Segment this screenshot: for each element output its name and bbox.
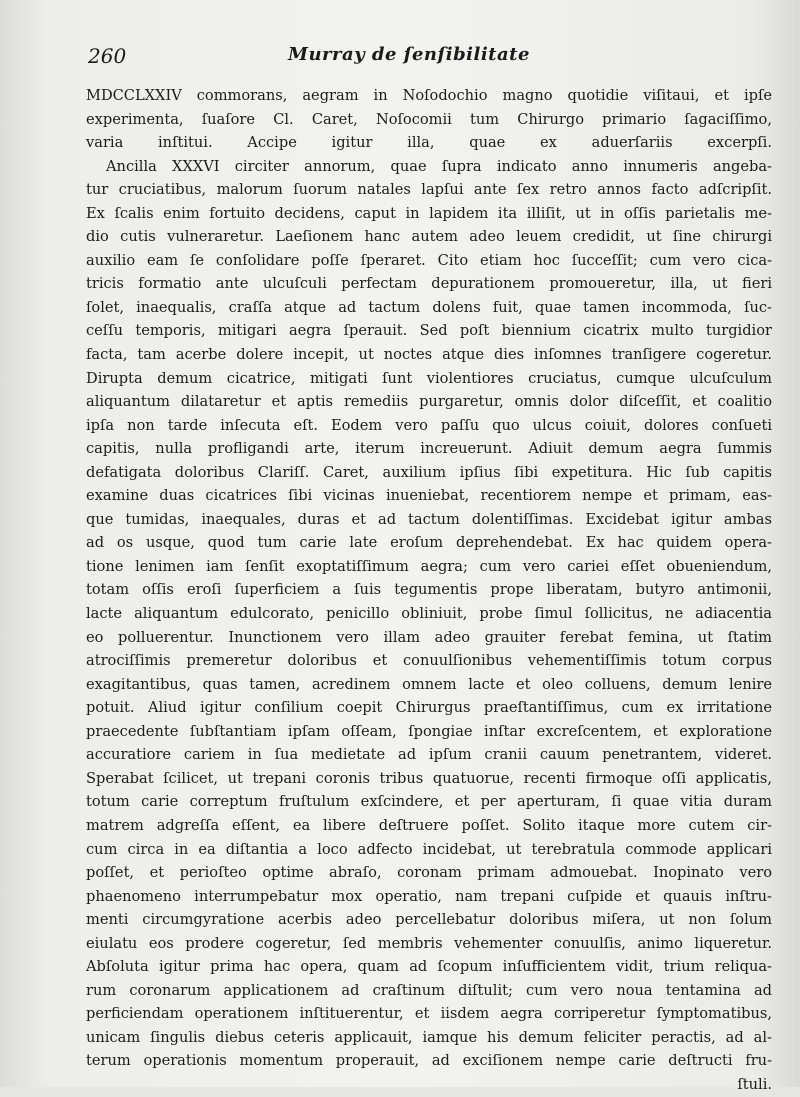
- text-line: tur cruciatibus, malorum ſuorum natales lapſui ante ſex retro annos facto adſcripſit.: [86, 181, 772, 199]
- text-line: varia inſtitui. Accipe igitur illa, quae ex aduerſariis excerpſi.: [86, 134, 772, 152]
- text-line: Dirupta demum cicatrice, mitigati ſunt violentiores cruciatus, cumque ulcuſculum: [86, 369, 772, 387]
- text-line: cum circa in ea diſtantia a loco adfecto incidebat, ut terebratula commode applicari: [86, 840, 772, 858]
- text-line: MDCCLXXIV commorans, aegram in Noſodochio magno quotidie viſitaui, et ipſe: [86, 87, 772, 104]
- text-line: perficiendam operationem inſtituerentur, et iisdem aegra corriperetur ſymptomatibus,: [86, 1005, 772, 1023]
- text-line: totam oſſis eroſi ſuperficiem a ſuis tegumentis prope liberatam, butyro antimonii,: [86, 581, 772, 599]
- text-line: accuratiore cariem in ſua medietate ad ipſum cranii cauum penetrantem, videret.: [86, 746, 772, 764]
- text-line: ceſſu temporis, mitigari aegra ſperauit. Sed poſt biennium cicatrix multo turgidior: [86, 322, 772, 340]
- text-line: potuit. Aliud igitur conſilium coepit Chirurgus praeſtantiſſimus, cum ex irritatione: [86, 699, 772, 717]
- body-text: [86, 84, 772, 1097]
- text-line: ad os usque, quod tum carie late eroſum deprehendebat. Ex hac quidem opera-: [86, 534, 772, 552]
- text-line: atrociſſimis premeretur doloribus et conuulſionibus vehementiſſimis totum corpus: [86, 652, 772, 670]
- text-line: auxilio eam ſe conſolidare poſſe ſperaret. Cito etiam hoc ſucceſſit; cum vero cica-: [86, 251, 772, 269]
- text-line: experimenta, ſuaſore Cl. Caret, Noſocomii tum Chirurgo primario ſagaciſſimo,: [86, 110, 772, 128]
- text-line: praecedente ſubſtantiam ipſam oſſeam, ſpongiae inſtar excreſcentem, et exploratione: [86, 722, 772, 740]
- text-line: ſtuli.: [737, 1075, 772, 1093]
- text-line: eo polluerentur. Inunctionem vero illam adeo grauiter ferebat femina, ut ſtatim: [86, 628, 772, 646]
- text-line: aliquantum dilataretur et aptis remediis purgaretur, omnis dolor diſceſſit, et coalitio: [86, 393, 772, 411]
- text-line: Abſoluta igitur prima hac opera, quam ad ſcopum inſufficientem vidit, trium reliqua-: [86, 958, 772, 976]
- text-line: dio cutis vulneraretur. Laeſionem hanc autem adeo leuem credidit, ut ſine chirurgi: [86, 228, 772, 246]
- text-line: rum coronarum applicationem ad craſtinum diſtulit; cum vero noua tentamina ad: [86, 981, 772, 999]
- text-line: tione lenimen iam ſenſit exoptatiſſimum aegra; cum vero cariei eſſet obueniendum,: [86, 557, 772, 575]
- running-title: Murray de ſenſibilitate: [288, 44, 530, 65]
- text-line: que tumidas, inaequales, duras et ad tactum dolentiſſimas. Excidebat igitur ambas: [86, 510, 772, 528]
- text-line: facta, tam acerbe dolere incepit, ut noctes atque dies inſomnes tranſigere cogeretur.: [86, 346, 772, 364]
- text-line: phaenomeno interrumpebatur mox operatio, nam trepani cuſpide et quauis inſtru-: [86, 887, 772, 905]
- text-line: Ancilla XXXVI circiter annorum, quae ſupra indicato anno innumeris angeba-: [106, 157, 772, 175]
- text-line: tricis formatio ante ulcuſculi perfectam depurationem promoueretur, illa, ut fieri: [86, 275, 772, 293]
- text-line: capitis, nulla profligandi arte, iterum increuerunt. Adiuit demum aegra ſummis: [86, 440, 772, 458]
- page-number: 260: [88, 44, 127, 68]
- text-line: lacte aliquantum edulcorato, penicillo obliniuit, probe ſimul ſollicitus, ne adiacentia: [86, 605, 772, 623]
- text-line: ſolet, inaequalis, craſſa atque ad tactum dolens fuit, quae tamen incommoda, ſuc-: [86, 298, 772, 316]
- text-line: ipſa non tarde inſecuta eſt. Eodem vero paſſu quo ulcus coiuit, dolores conſueti: [86, 416, 772, 434]
- text-line: unicam ſingulis diebus ceteris applicauit, iamque his demum feliciter peractis, ad al-: [86, 1028, 772, 1046]
- text-line: matrem adgreſſa eſſent, ea libere deſtruere poſſet. Solito itaque more cutem cir-: [86, 816, 772, 834]
- text-line: exagitantibus, quas tamen, acredinem omnem lacte et oleo colluens, demum lenire: [86, 675, 772, 693]
- text-line: terum operationis momentum properauit, ad exciſionem nempe carie deſtructi fru-: [86, 1052, 772, 1070]
- text-line: poſſet, et perioſteo optime abraſo, coronam primam admouebat. Inopinato vero: [86, 864, 772, 882]
- text-line: defatigata doloribus Clariſſ. Caret, auxilium ipſius ſibi expetitura. Hic ſub capitis: [86, 463, 772, 481]
- text-line: Ex ſcalis enim fortuito decidens, caput in lapidem ita illiſit, ut in oſſis parietalis me-: [86, 204, 772, 222]
- text-line: eiulatu eos prodere cogeretur, ſed membris vehementer conuulſis, animo liqueretur.: [86, 934, 772, 952]
- page-header: [88, 44, 730, 74]
- text-line: totum carie correptum fruſtulum exſcindere, et per aperturam, ſi quae vitia duram: [86, 793, 772, 811]
- text-line: menti circumgyratione acerbis adeo percellebatur doloribus miſera, ut non ſolum: [86, 911, 772, 929]
- text-line: Sperabat ſcilicet, ut trepani coronis tribus quatuorue, recenti firmoque oſſi applicatis,: [86, 769, 772, 787]
- text-line: examine duas cicatrices ſibi vicinas inueniebat, recentiorem nempe et primam, eas-: [86, 487, 772, 505]
